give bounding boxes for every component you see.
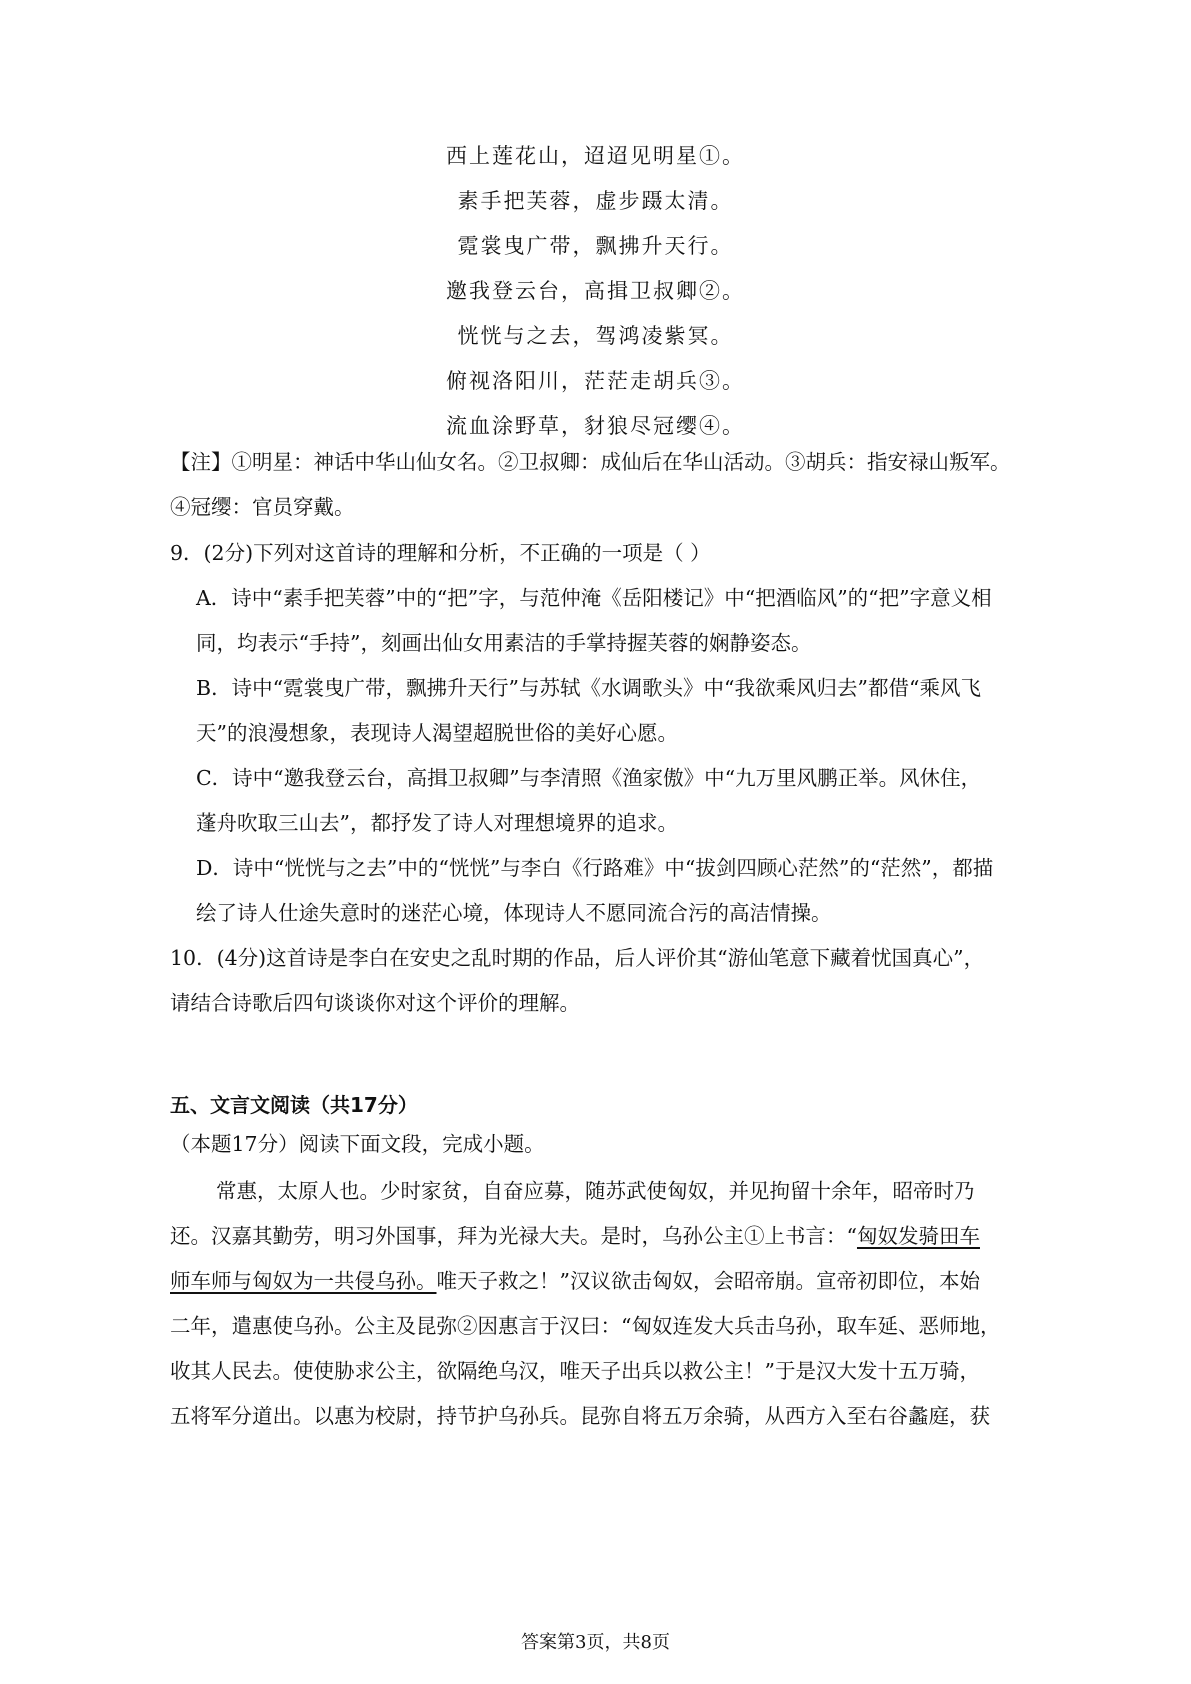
note-line: 【注】①明星：神话中华山仙女名。②卫叔卿：成仙后在华山活动。③胡兵：指安禄山叛军。	[170, 450, 1011, 474]
note-line: ④冠缨：官员穿戴。	[170, 495, 355, 519]
passage-line	[170, 1221, 980, 1251]
section-intro: （本题17分）阅读下面文段，完成小题。	[170, 1132, 545, 1156]
passage-line: 常惠，太原人也。少时家贫，自奋应募，随苏武使匈奴，并见拘留十余年，昭帝时乃	[216, 1179, 975, 1203]
passage-line: 二年，遣惠使乌孙。公主及昆弥②因惠言于汉曰：“匈奴连发大兵击乌孙，取车延、恶师地，	[170, 1314, 1001, 1338]
passage-line	[170, 1266, 980, 1296]
poem-line: 俯视洛阳川，茫茫走胡兵③。	[446, 369, 745, 393]
option-d: D．诗中“恍恍与之去”中的“恍恍”与李白《行路难》中“拔剑四顾心茫然”的“茫然”，都描	[196, 856, 994, 880]
passage-line: 五将军分道出。以惠为校尉，持节护乌孙兵。昆弥自将五万余骑，从西方入至右谷蠡庭，获	[170, 1404, 990, 1428]
option-c-cont: 蓬舟吹取三山去”，都抒发了诗人对理想境界的追求。	[196, 811, 678, 835]
option-c: C．诗中“邀我登云台，高揖卫叔卿”与李清照《渔家傲》中“九万里风鹏正举。风休住，	[196, 766, 982, 790]
option-b-cont: 天”的浪漫想象，表现诗人渴望超脱世俗的美好心愿。	[196, 721, 678, 745]
question-9-stem: 9．(2分)下列对这首诗的理解和分析，不正确的一项是（ ）	[170, 541, 711, 565]
poem-line: 恍恍与之去，驾鸿凌紫冥。	[457, 324, 734, 348]
passage-text: 还。汉嘉其勤劳，明习外国事，拜为光禄大夫。是时，乌孙公主①上书言：“	[170, 1224, 857, 1248]
question-10-cont: 请结合诗歌后四句谈谈你对这个评价的理解。	[170, 991, 580, 1015]
underlined-sentence: 匈奴发骑田车	[856, 1224, 980, 1248]
page-footer: 答案第3页，共8页	[521, 1632, 670, 1653]
poem-line: 素手把芙蓉，虚步蹑太清。	[457, 189, 734, 213]
underlined-sentence: 师车师与匈奴为一共侵乌孙。	[170, 1269, 437, 1293]
poem-line: 邀我登云台，高揖卫叔卿②。	[446, 279, 745, 303]
passage-line: 收其人民去。使使胁求公主，欲隔绝乌汉，唯天子出兵以救公主！”于是汉大发十五万骑，	[170, 1359, 980, 1383]
poem-line: 霓裳曳广带，飘拂升天行。	[457, 234, 734, 258]
option-b: B．诗中“霓裳曳广带，飘拂升天行”与苏轼《水调歌头》中“我欲乘风归去”都借“乘风飞	[196, 676, 981, 700]
poem-line: 西上莲花山，迢迢见明星①。	[446, 144, 745, 168]
question-10: 10．(4分)这首诗是李白在安史之乱时期的作品，后人评价其“游仙笔意下藏着忧国真心”，	[170, 946, 985, 970]
passage-text: 唯天子救之！”汉议欲击匈奴，会昭帝崩。宣帝初即位，本始	[436, 1269, 980, 1293]
option-d-cont: 绘了诗人仕途失意时的迷茫心境，体现诗人不愿同流合污的高洁情操。	[196, 901, 832, 925]
option-a: A．诗中“素手把芙蓉”中的“把”字，与范仲淹《岳阳楼记》中“把酒临风”的“把”字意义相	[196, 586, 992, 610]
section-heading: 五、文言文阅读（共17分）	[170, 1093, 418, 1117]
option-a-cont: 同，均表示“手持”，刻画出仙女用素洁的手掌持握芙蓉的娴静姿态。	[196, 631, 812, 655]
poem-line: 流血涂野草，豺狼尽冠缨④。	[446, 414, 745, 438]
